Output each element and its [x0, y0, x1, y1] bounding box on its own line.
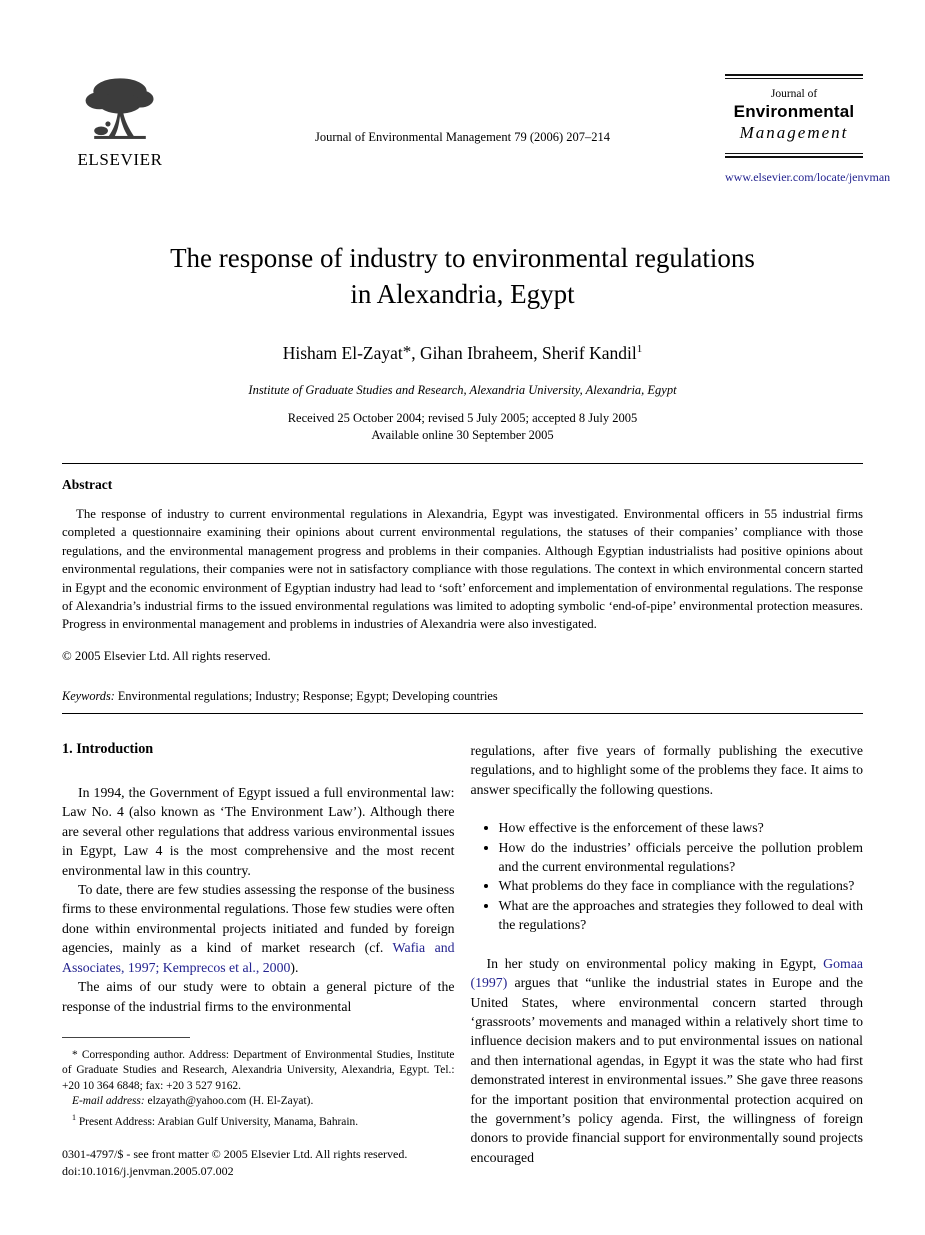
elsevier-logo [64, 74, 176, 170]
masthead-line2: Environmental [733, 102, 855, 121]
author-list [62, 342, 863, 364]
doi-line: doi:10.1016/j.jenvman.2005.07.002 [62, 1163, 234, 1178]
imprint-block [62, 1146, 455, 1179]
left-column [62, 741, 455, 1179]
masthead-rule-bottom-thin [725, 153, 863, 154]
corresponding-author-footnote: * Corresponding author. Address: Department of Environmental Studies, Institute of Graduate Studies and Research, Alexandria University, Alexandria, Egypt. Tel.: +20 10 364 6848; fax: +20 3 527 9162. [62, 1048, 455, 1092]
present-address-text: Present Address: Arabian Gulf University, Manama, Bahrain. [76, 1115, 359, 1128]
author-footnote-marker: 1 [636, 343, 643, 356]
journal-header [62, 0, 891, 200]
email-value: elzayath@yahoo.com (H. El-Zayat). [144, 1095, 314, 1108]
article-title-line1: The response of industry to environmental regulations [170, 243, 755, 273]
corresponding-author-marker: * [402, 342, 412, 361]
authors-rest: , Gihan Ibraheem, Sherif Kandil [411, 343, 637, 363]
right-column [471, 741, 864, 1179]
intro-paragraph-2-end: ). [290, 959, 299, 975]
journal-homepage-link[interactable]: www.elsevier.com/locate/jenvman [725, 170, 891, 184]
journal-citation: Journal of Environmental Management 79 (2006) 207–214 [314, 130, 611, 144]
masthead-rule-top-thick [725, 74, 863, 76]
article-body [62, 741, 863, 1179]
article-title [62, 240, 863, 312]
journal-masthead [725, 74, 891, 185]
author-1: Hisham El-Zayat [282, 343, 403, 363]
abstract-copyright: © 2005 Elsevier Ltd. All rights reserved. [62, 648, 271, 663]
abstract-heading: Abstract [62, 477, 113, 492]
gomaa-paragraph-rest: argues that “unlike the industrial states in Europe and the United States, where environmental concern started through ‘grassroots’ movements and managed within a relatively short time to influence decision makers and to put environmental issues on national and then international agendas, in Egypt it was the state who had first demonstrated interest in environmental issues.” She gave three reasons for the important position that environmental protection acquired on the government’s policy agenda. First, the willingness of foreign donors to provide financial support for environmentally sound projects encouraged [470, 975, 863, 1165]
email-label: E-mail address: [72, 1095, 145, 1108]
research-question-3: • What problems do they face in compliance with the regulations? [499, 876, 864, 895]
intro-paragraph-2 [62, 880, 455, 977]
intro-paragraph-2-text: To date, there are few studies assessing the response of the business firms to these environmental regulations. Those few studies were often done within environmental projects initiated and funded by foreign agencies, mainly as a kind of market research (cf. [62, 882, 455, 956]
gomaa-paragraph-start: In her study on environmental policy making in Egypt, [486, 955, 824, 971]
available-online-date: Available online 30 September 2005 [371, 428, 554, 442]
keywords-label: Keywords: [62, 689, 115, 704]
masthead-title [725, 79, 863, 153]
aims-paragraph-continued: regulations, after five years of formally publishing the executive regulations, and to highlight some of the problems they face. It aims to answer specifically the following questions. [470, 743, 863, 797]
keywords-bottom-rule [62, 713, 863, 714]
keywords-text: Environmental regulations; Industry; Response; Egypt; Developing countries [114, 689, 498, 704]
publisher-name: ELSEVIER [77, 150, 163, 169]
citation-link-wafia-kemprecos[interactable]: Wafia and Associates, 1997; Kemprecos et al., 2000 [62, 940, 455, 975]
abstract-text: The response of industry to current environmental regulations in Alexandria, Egypt was investigated. Environmental officers in 55 industrial firms completed a questionnaire examining their opinions about current environmental regulations, the statuses of their companies’ compliance with those regulations, and the environmental management progress and problems in their companies. Although Egyptian industrialists had positive opinions about environmental regulations, their companies were not in satisfactory compliance with those regulations. The context in which environmental concern started in Egypt and the economic environment of Egyptian industry had lead to ‘soft’ enforcement and implementation of environmental regulations. The response of Alexandria’s industrial firms to the issued environmental regulations was limited to adopting symbolic ‘end-of-pipe’ environmental protection measures. Progress in environmental management and problems in industries of Alexandria were also investigated. [62, 507, 863, 632]
present-address-footnote [62, 1110, 455, 1130]
section-heading-introduction: 1. Introduction [62, 741, 154, 758]
gomaa-paragraph [471, 954, 864, 1167]
article-title-line2: in Alexandria, Egypt [350, 279, 575, 309]
masthead-line3: Management [739, 123, 849, 142]
keywords-line [62, 689, 863, 704]
masthead-rule-bottom-thick [725, 156, 863, 158]
footnote-divider [62, 1037, 190, 1038]
intro-paragraph-1: In 1994, the Government of Egypt issued a full environmental law: Law No. 4 (also known as ‘The Environment Law’). Although there are several other regulations that address various environmental issues in Egypt, Law 4 is the most comprehensive and the most recent environmental law in this country. [62, 785, 455, 878]
email-footnote [62, 1094, 455, 1110]
research-question-4: • What are the approaches and strategies they followed to deal with the regulations? [499, 896, 864, 935]
affiliation: Institute of Graduate Studies and Research, Alexandria University, Alexandria, Egypt [248, 383, 677, 397]
research-questions-list [471, 818, 864, 934]
issn-copyright-line: 0301-4797/$ - see front matter © 2005 Elsevier Ltd. All rights reserved. [62, 1147, 408, 1162]
citation-link-gomaa[interactable]: Gomaa (1997) [470, 955, 863, 991]
intro-paragraph-3: The aims of our study were to obtain a general picture of the response of the industrial firms to the environmental [62, 979, 455, 1014]
article-dates [62, 410, 863, 444]
masthead-line1: Journal of [770, 88, 818, 100]
received-dates: Received 25 October 2004; revised 5 July 2005; accepted 8 July 2005 [287, 411, 638, 425]
research-question-2: • How do the industries’ officials perceive the pollution problem and the current environmental regulations? [499, 838, 864, 877]
research-question-1: • How effective is the enforcement of these laws? [499, 818, 864, 837]
present-address-marker: 1 [72, 1112, 76, 1122]
footnotes [62, 1048, 455, 1130]
abstract-top-rule [62, 463, 863, 464]
